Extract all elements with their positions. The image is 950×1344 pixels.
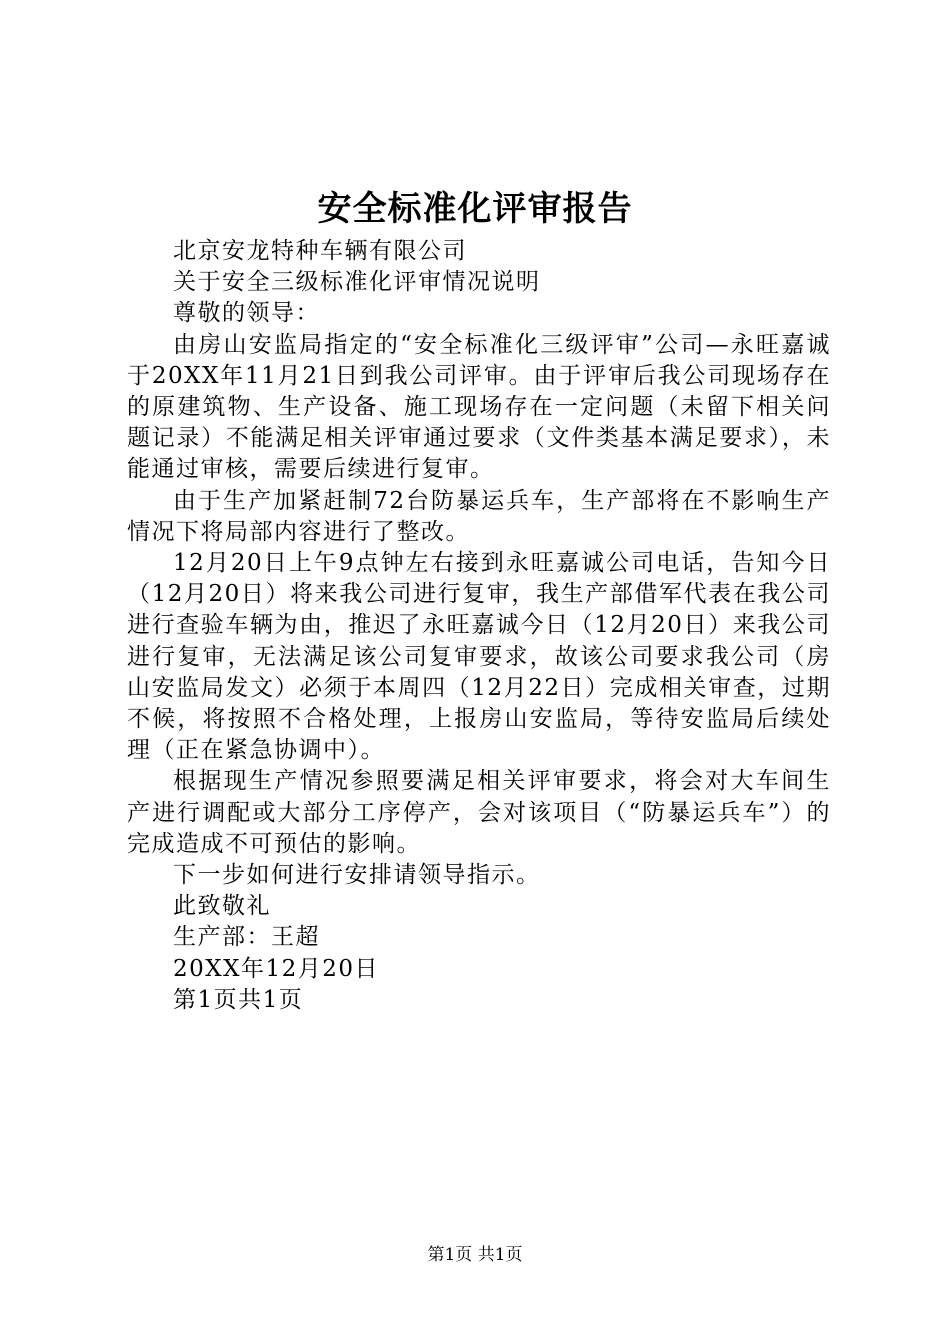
paragraph-review-background: 由房山安监局指定的“安全标准化三级评审”公司—永旺嘉诚于20XX年11月21日到我公司评审。由于评审后我公司现场存在的原建筑物、生产设备、施工现场存在一定问题（未留下相关问题记录）不能满足相关评审通过要求（文件类基本满足要求），未能通过审核，需要后续进行复审。: [127, 331, 831, 483]
document-title: 安全标准化评审报告: [317, 189, 633, 229]
document-body: [127, 236, 831, 1016]
signature-department: 生产部：王超: [173, 924, 320, 951]
document-subject: 关于安全三级标准化评审情况说明: [173, 269, 541, 296]
paragraph-request-instruction: 下一步如何进行安排请领导指示。: [173, 862, 541, 889]
paragraph-production-rectification: 由于生产加紧赶制72台防暴运兵车，生产部将在不影响生产情况下将局部内容进行了整改。: [127, 487, 831, 545]
closing-salute: 此致敬礼: [173, 893, 271, 920]
company-name: 北京安龙特种车辆有限公司: [173, 238, 467, 264]
page-footer: 第1页 共1页: [427, 1245, 523, 1265]
inline-page-number: 第1页共1页: [173, 986, 304, 1013]
paragraph-reinspection-notice: 12月20日上午9点钟左右接到永旺嘉诚公司电话，告知今日（12月20日）将来我公司进行复审，我生产部借军代表在我公司进行查验车辆为由，推迟了永旺嘉诚今日（12月20日）来我公司进行复审，无法满足该公司复审要求，故该公司要求我公司（房山安监局发文）必须于本周四（12月22日）完成相关审查，过期不候，将按照不合格处理，上报房山安监局，等待安监局后续处理（正在紧急协调中）。: [127, 550, 831, 764]
paragraph-impact: 根据现生产情况参照要满足相关评审要求，将会对大车间生产进行调配或大部分工序停产，会对该项目（“防暴运兵车”）的完成造成不可预估的影响。: [127, 768, 831, 857]
signature-date: 20XX年12月20日: [173, 955, 380, 982]
salutation: 尊敬的领导：: [173, 300, 320, 327]
